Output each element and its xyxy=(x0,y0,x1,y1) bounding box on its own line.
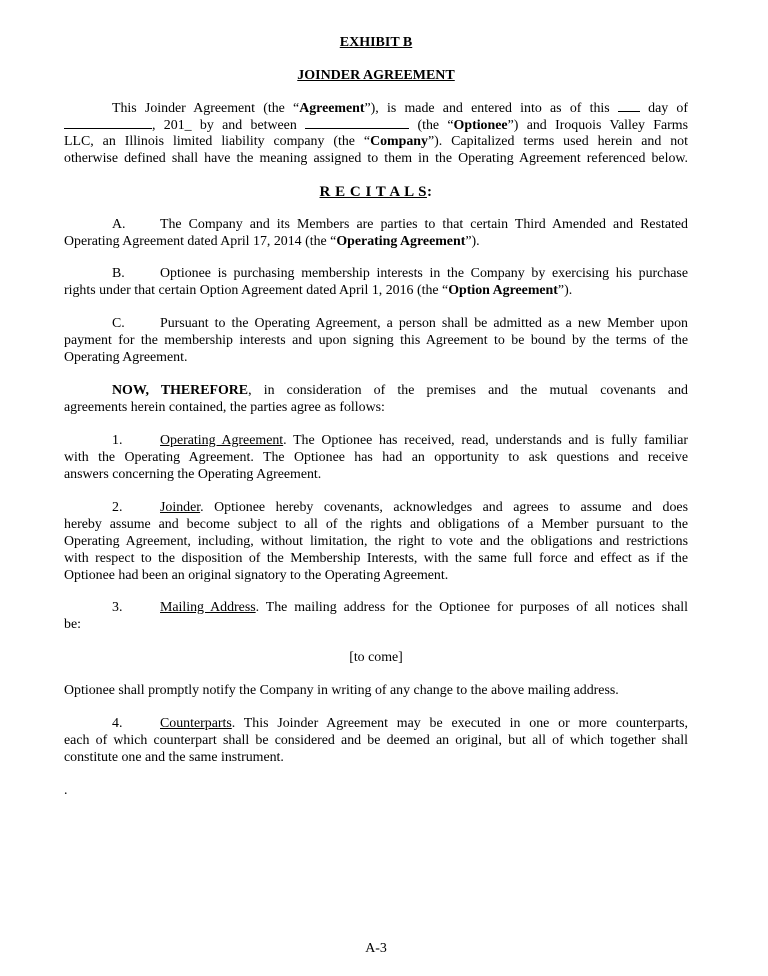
page-number: A-3 xyxy=(365,941,387,956)
exhibit-label: EXHIBIT B xyxy=(339,35,413,50)
intro-paragraph: This Joinder Agreement (the “Agreement”), is made and entered into as of this day of , 201_ by and between (the “Optionee”) and Iroquois Valley Farms LLC, an Illinois limited liability company (the “Company”). Capitalized terms used herein and not otherwise defined shall have the meaning assigned to them in the Operating Agreement referenced below. xyxy=(64,101,688,166)
stray-period: . xyxy=(64,783,68,798)
section-1-operating-agreement: 1. Operating Agreement. The Optionee has received, read, understands and is fully familiar with the Operating Agreement. The Optionee has had an opportunity to ask questions and receive answers concerning the Operating Agreement. xyxy=(64,433,688,482)
month-blank xyxy=(64,116,152,129)
recital-b: B. Optionee is purchasing membership interests in the Company by exercising his purchase rights under that certain Option Agreement dated April 1, 2016 (the “Option Agreement”). xyxy=(64,266,688,298)
section-4-counterparts: 4. Counterparts. This Joinder Agreement may be executed in one or more counterparts, each of which counterpart shall be considered and be deemed an original, but all of which together shall constitute one and the same instrument. xyxy=(64,716,688,765)
section-2-joinder: 2. Joinder. Optionee hereby covenants, acknowledges and agrees to assume and does hereby assume and become subject to all of the rights and obligations of a Member pursuant to the Operating Agreement, including, without limitation, the right to vote and the obligations and restrictions with respect to the disposition of the Membership Interests, with the same full force and effect as if the Optionee had been an original signatory to the Operating Agreement. xyxy=(64,500,688,583)
optionee-name-blank xyxy=(305,116,409,129)
recital-a: A. The Company and its Members are parties to that certain Third Amended and Restated Operating Agreement dated April 17, 2014 (the “Operating Agreement”). xyxy=(64,217,688,249)
now-therefore-paragraph: NOW, THEREFORE, in consideration of the premises and the mutual covenants and agreements herein contained, the parties agree as follows: xyxy=(64,383,688,415)
day-blank xyxy=(618,99,640,112)
section-3-mailing-address: 3. Mailing Address. The mailing address for the Optionee for purposes of all notices shall be: xyxy=(64,600,688,632)
recitals-heading-text: R E C I T A L S xyxy=(319,184,427,200)
document-title: JOINDER AGREEMENT xyxy=(297,68,455,83)
mailing-address-placeholder: [to come] xyxy=(349,650,403,665)
recitals-heading: R E C I T A L S: xyxy=(319,184,433,200)
recital-c: C. Pursuant to the Operating Agreement, a person shall be admitted as a new Member upon payment for the membership interests and upon signing this Agreement to be bound by the terms of the Operating Agreement. xyxy=(64,316,688,365)
notify-paragraph: Optionee shall promptly notify the Company in writing of any change to the above mailing address. xyxy=(64,683,619,698)
